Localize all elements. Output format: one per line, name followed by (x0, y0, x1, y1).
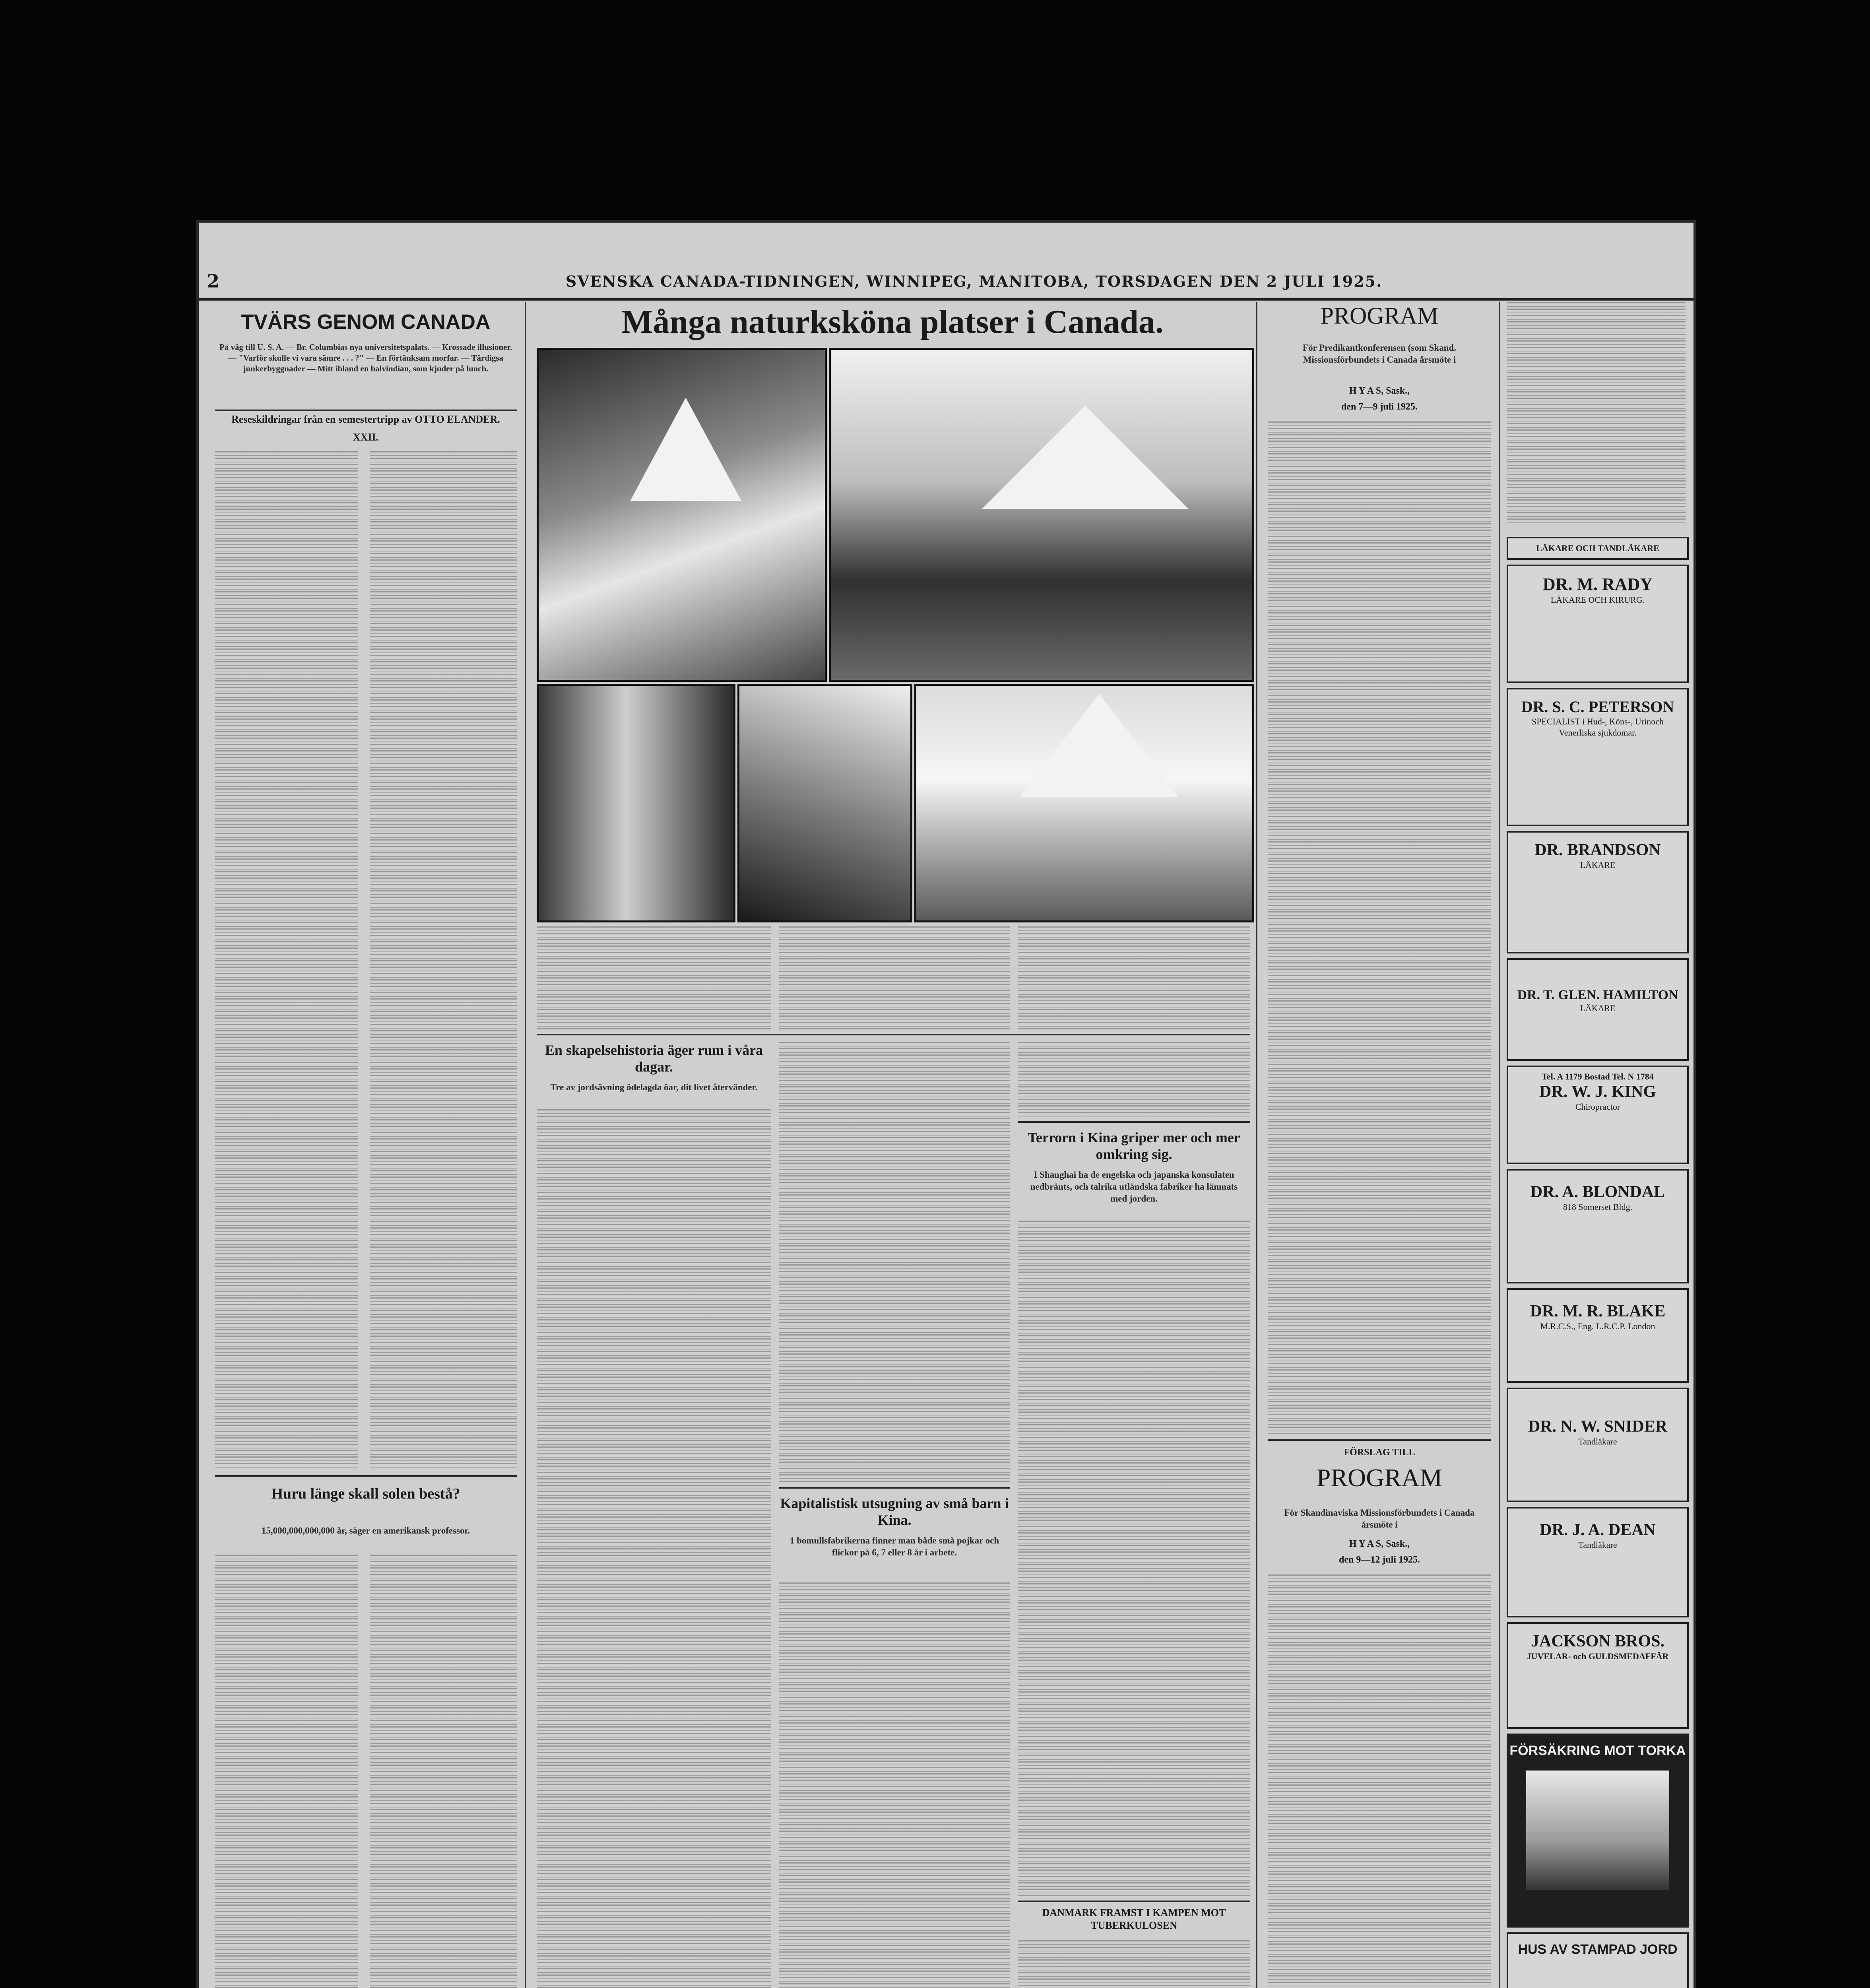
article-text (537, 926, 771, 1030)
ad-name: DR. S. C. PETERSON (1521, 698, 1674, 716)
creation-deck: Tre av jordsävning ödelagda öar, dit livet återvänder. (550, 1082, 758, 1092)
machine-illustration (1526, 1771, 1669, 1890)
ad-snider (1507, 1388, 1689, 1502)
ad-jackson (1507, 1622, 1689, 1729)
ad-sub: 818 Somerset Bldg. (1563, 1202, 1633, 1212)
ad-name: DR. BRANDSON (1534, 841, 1661, 859)
section-header: LÄKARE OCH TANDLÄKARE (1507, 537, 1689, 560)
column-rule (525, 302, 526, 1988)
ad-name: DR. A. BLONDAL (1530, 1183, 1665, 1201)
ad-name: DR. J. A. DEAN (1540, 1521, 1656, 1539)
article-text (1018, 1940, 1250, 1988)
article-text (215, 1555, 358, 1988)
ad-sub: LÄKARE (1580, 1003, 1616, 1013)
ad-sub: JUVELAR- och GULDSMEDAFFÄR (1527, 1651, 1669, 1661)
program2-title: PROGRAM (1316, 1464, 1443, 1492)
ad-name: JACKSON BROS. (1531, 1632, 1665, 1650)
ad-king (1507, 1066, 1689, 1164)
program1-title: PROGRAM (1320, 303, 1439, 329)
program2-pre: FÖRSLAG TILL (1344, 1447, 1415, 1458)
ad-sub: Tandläkare (1578, 1540, 1617, 1550)
article-text (1018, 1221, 1250, 1897)
article-text (370, 1555, 517, 1988)
ad-sub: Chiropractor (1575, 1102, 1620, 1112)
ad-hamilton (1507, 958, 1689, 1061)
article-text (779, 926, 1010, 1030)
masthead: SVENSKA CANADA-TIDNINGEN, WINNIPEG, MANITOBA, TORSDAGEN DEN 2 JULI 1925. (565, 272, 1383, 290)
program2-place: H Y A S, Sask., (1349, 1539, 1410, 1549)
ad-name: FÖRSÄKRING MOT TORKA (1509, 1743, 1686, 1758)
capital-deck: 1 bomullsfabrikerna finner man både små pojkar och flickor på 6, 7 eller 8 år i arbete. (790, 1536, 999, 1557)
ad-rady (1507, 565, 1689, 683)
ad-name: HUS AV STAMPAD JORD (1518, 1942, 1678, 1957)
ad-blondal (1507, 1169, 1689, 1283)
trail-photo (737, 684, 912, 922)
program2-sub: För Skandinaviska Missionsförbundets i Canada årsmöte i (1284, 1508, 1475, 1530)
ad-peterson (1507, 688, 1689, 826)
capital-title: Kapitalistisk utsugning av små barn i Kina. (780, 1495, 1009, 1528)
col1-title: TVÄRS GENOM CANADA (241, 311, 491, 334)
denmark-title: DANMARK FRAMST I KAMPEN MOT TUBERKULOSEN (1042, 1907, 1226, 1931)
col1-deck: På väg till U. S. A. — Br. Columbias nya universitetspalats. — Krossade illusioner. — "Varför skulle vi vara sämre . . . ?" — En förtänksam morfar. — Tärdigsa junkerbyggnader — Mitt ibland en halvindian, som kjuder på lunch. (219, 342, 512, 373)
ad-sub: LÄKARE OCH KIRURG. (1550, 595, 1645, 605)
col1-byline: Reseskildringar från en semestertripp av OTTO ELANDER. (231, 414, 500, 425)
ad-name: DR. M. R. BLAKE (1530, 1302, 1666, 1320)
col1-part: XXII. (353, 431, 379, 443)
article-text (779, 1042, 1010, 1483)
forest-photo (829, 348, 1254, 682)
ad-sub: SPECIALIST i Hud-, Köns-, Urinoch Venerliska sjukdomar. (1531, 716, 1664, 738)
program-text (1268, 1574, 1491, 1988)
ad-name: DR. T. GLEN. HAMILTON (1517, 988, 1678, 1002)
article-text (215, 451, 358, 1469)
article-text (779, 1582, 1010, 1988)
ad-dean (1507, 1507, 1689, 1617)
column-rule (1256, 302, 1257, 1988)
page-number: 2 (207, 270, 220, 292)
ad-forsakring (1507, 1734, 1689, 1928)
program1-date: den 7—9 juli 1925. (1341, 402, 1418, 412)
sun-title: Huru länge skall solen bestå? (271, 1485, 460, 1502)
column-text (1507, 302, 1686, 525)
ad-sub: M.R.C.S., Eng. L.R.C.P. London (1540, 1321, 1655, 1331)
terror-deck: I Shanghai ha de engelska och japanska konsulaten nedbränts, och talrika utländska fabriker ha lämnats med jorden. (1030, 1170, 1238, 1204)
ad-stampad (1507, 1932, 1689, 1988)
ad-blake (1507, 1288, 1689, 1383)
program1-place: H Y A S, Sask., (1349, 386, 1410, 396)
ad-sub: LÄKARE (1580, 860, 1616, 870)
program-text (1268, 421, 1491, 1435)
article-text (370, 451, 517, 1469)
terror-title: Terrorn i Kina griper mer och mer omkring sig. (1028, 1130, 1240, 1162)
program1-sub: För Predikantkonferensen (som Skand. Missionsförbundets i Canada årsmöte i (1303, 343, 1456, 365)
creation-title: En skapelsehistoria äger rum i våra dagar. (545, 1042, 763, 1075)
ad-sub: Tandläkare (1578, 1437, 1617, 1446)
page-header (199, 262, 1693, 301)
ad-tel: Tel. A 1179 Bostad Tel. N 1784 (1542, 1072, 1654, 1081)
ad-brandson (1507, 831, 1689, 953)
article-text (1018, 926, 1250, 1030)
gorge-photo (537, 684, 735, 922)
newspaper-page (199, 223, 1693, 1988)
mountain-photo (537, 348, 827, 682)
center-title: Många naturksköna platser i Canada. (621, 303, 1164, 340)
glacier-photo (914, 684, 1254, 922)
ad-name: DR. N. W. SNIDER (1528, 1417, 1668, 1436)
ad-name: DR. M. RADY (1542, 575, 1653, 594)
program2-date: den 9—12 juli 1925. (1338, 1555, 1420, 1565)
ad-name: DR. W. J. KING (1539, 1083, 1657, 1101)
article-text (537, 1109, 771, 1988)
article-text (1018, 1042, 1250, 1117)
column-rule (1499, 302, 1500, 1988)
sun-deck: 15,000,000,000,000 år, säger en amerikansk professor. (261, 1526, 470, 1536)
